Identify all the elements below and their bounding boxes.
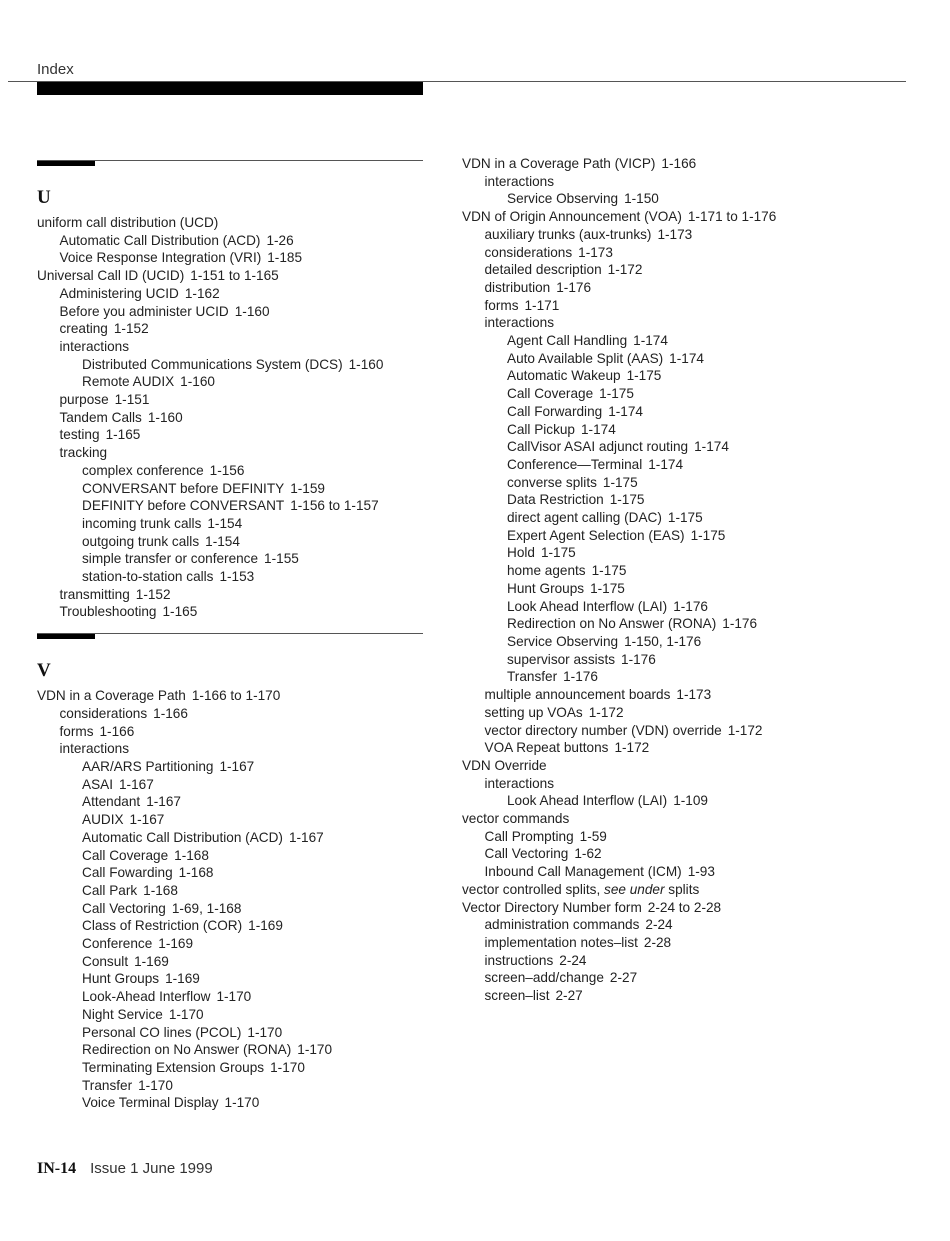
index-entry <box>462 987 932 1005</box>
page-reference: 1-165 <box>105 427 141 443</box>
index-term: Inbound Call Management (ICM) <box>484 864 682 880</box>
index-entry <box>37 793 427 811</box>
index-term: direct agent calling (DAC) <box>507 510 662 526</box>
index-term: Look Ahead Interflow (LAI) <box>507 598 668 614</box>
page-reference: 1-174 <box>608 403 643 419</box>
index-term: transmitting <box>59 586 130 602</box>
index-entry <box>37 391 427 409</box>
index-term: Redirection on No Answer (RONA) <box>507 616 717 632</box>
index-entry <box>462 527 932 545</box>
index-term: VDN in a Coverage Path (VICP) <box>462 156 656 171</box>
index-entry <box>462 668 932 686</box>
index-term: outgoing trunk calls <box>82 533 200 549</box>
page-reference: 1-165 <box>162 604 198 620</box>
index-term: VDN of Origin Announcement (VOA) <box>462 209 682 225</box>
index-entry <box>462 421 932 439</box>
page-reference: 1-174 <box>694 439 729 455</box>
index-term: Service Observing <box>507 633 619 649</box>
index-entry <box>37 970 427 988</box>
index-entry <box>462 651 932 669</box>
page-reference: 1-172 <box>727 722 763 738</box>
index-entry <box>37 988 427 1006</box>
page-reference: 1-160 <box>234 303 270 319</box>
page-number: IN-14 <box>37 1160 77 1177</box>
see-reference: see under <box>604 881 665 897</box>
see-target: splits <box>668 881 700 897</box>
index-term: interactions <box>484 173 555 189</box>
index-term: distribution <box>484 279 551 295</box>
index-term: Call Park <box>82 882 138 898</box>
index-entry <box>462 845 932 863</box>
page-reference: 1-167 <box>288 829 324 845</box>
index-term: testing <box>59 427 100 443</box>
index-entry <box>462 155 932 173</box>
index-entry <box>37 497 427 515</box>
section-rule-v <box>37 633 427 641</box>
page-reference: 1-109 <box>673 793 708 809</box>
index-term: converse splits <box>507 474 597 490</box>
index-term: Universal Call ID (UCID) <box>37 268 185 284</box>
index-entry <box>462 686 932 704</box>
index-term: Administering UCID <box>59 285 179 301</box>
page-reference: 1-173 <box>578 244 613 260</box>
index-entry <box>462 491 932 509</box>
index-term: Terminating Extension Groups <box>82 1059 265 1075</box>
index-entry <box>37 267 427 285</box>
page-reference: 1-167 <box>129 812 165 828</box>
page-reference: 1-176 <box>556 279 592 295</box>
page-reference: 2-24 <box>559 952 587 968</box>
index-term: Call Fowarding <box>82 865 173 881</box>
index-entry <box>37 356 427 374</box>
index-term: AUDIX <box>82 812 124 828</box>
index-term: screen–list <box>484 988 550 1004</box>
index-list-v <box>37 687 427 1112</box>
index-term: Call Coverage <box>82 847 169 863</box>
index-term: Call Prompting <box>484 828 574 844</box>
page-reference: 1-168 <box>174 847 209 863</box>
page-reference: 1-166 to 1-170 <box>191 688 281 704</box>
index-entry <box>37 373 427 391</box>
page-reference: 1-151 to 1-165 <box>190 268 279 284</box>
index-entry <box>462 775 932 793</box>
index-term: Conference—Terminal <box>507 456 643 472</box>
page-reference: 1-152 <box>135 586 171 602</box>
page-reference: 1-93 <box>687 864 715 880</box>
page-reference: 1-160 <box>348 356 384 372</box>
section-letter-v: V <box>37 660 51 682</box>
header-bar <box>37 82 423 95</box>
index-term: interactions <box>484 315 555 331</box>
index-entry <box>37 586 427 604</box>
index-entry <box>462 226 932 244</box>
index-term: Remote AUDIX <box>82 374 175 390</box>
index-entry <box>462 916 932 934</box>
index-entry <box>462 297 932 315</box>
index-term: VOA Repeat buttons <box>484 740 609 756</box>
index-term: uniform call distribution (UCD) <box>37 215 219 230</box>
index-entry <box>37 847 427 865</box>
page-reference: 1-172 <box>588 704 624 720</box>
index-entry <box>37 550 427 568</box>
page-reference: 1-160 <box>147 409 183 425</box>
page-reference: 1-168 <box>178 865 214 881</box>
index-entry <box>462 314 932 332</box>
index-term: implementation notes–list <box>484 934 638 950</box>
page-reference: 1-166 <box>153 705 188 721</box>
index-entry <box>462 403 932 421</box>
index-entry <box>462 598 932 616</box>
page-reference: 1-166 <box>661 156 697 171</box>
index-entry <box>37 515 427 533</box>
index-entry <box>462 438 932 456</box>
page-reference: 1-156 <box>209 462 245 478</box>
index-entry <box>462 385 932 403</box>
index-term: forms <box>59 723 94 739</box>
index-term: Transfer <box>507 669 558 685</box>
index-entry <box>37 320 427 338</box>
index-term: Voice Response Integration (VRI) <box>59 250 262 266</box>
index-entry <box>37 1006 427 1024</box>
index-term: tracking <box>59 445 108 461</box>
index-term: detailed description <box>484 262 602 278</box>
index-entry <box>37 338 427 356</box>
index-term: complex conference <box>82 462 204 478</box>
page-reference: 1-175 <box>602 474 638 490</box>
index-term: incoming trunk calls <box>82 515 202 531</box>
index-entry <box>462 208 932 226</box>
index-entry <box>462 509 932 527</box>
index-term: vector directory number (VDN) override <box>484 722 722 738</box>
page-reference: 1-169 <box>134 953 169 969</box>
index-term: CONVERSANT before DEFINITY <box>82 480 285 496</box>
index-term: Hold <box>507 545 535 561</box>
index-term: Look Ahead Interflow (LAI) <box>507 793 668 809</box>
page-reference: 1-152 <box>113 321 149 337</box>
index-term: Redirection on No Answer (RONA) <box>82 1042 292 1058</box>
index-term: Night Service <box>82 1006 163 1022</box>
index-entry <box>37 426 427 444</box>
index-term: Vector Directory Number form <box>462 899 642 915</box>
index-entry <box>462 615 932 633</box>
index-entry <box>37 758 427 776</box>
index-entry <box>37 409 427 427</box>
index-term: screen–add/change <box>484 970 604 986</box>
index-entry <box>37 935 427 953</box>
index-column-left <box>37 158 427 1112</box>
index-list-right <box>462 155 932 1005</box>
index-entry <box>462 810 932 828</box>
index-term: Troubleshooting <box>59 604 157 620</box>
page-reference: 1-159 <box>290 480 325 496</box>
page-reference: 1-154 <box>207 515 243 531</box>
index-term: Automatic Wakeup <box>507 368 621 384</box>
index-entry <box>462 580 932 598</box>
page-reference: 1-175 <box>540 545 576 561</box>
page-reference: 1-175 <box>626 368 662 384</box>
index-entry <box>462 757 932 775</box>
index-entry <box>37 1024 427 1042</box>
index-entry <box>37 1094 427 1112</box>
page-footer <box>37 1160 213 1178</box>
page-reference: 1-162 <box>184 285 220 301</box>
page-reference: 1-151 <box>114 392 150 408</box>
index-term: Call Pickup <box>507 421 575 437</box>
index-term: Automatic Call Distribution (ACD) <box>59 232 261 248</box>
index-term: Hunt Groups <box>507 580 585 596</box>
index-term: Before you administer UCID <box>59 303 229 319</box>
index-entry <box>37 953 427 971</box>
page-reference: 1-175 <box>599 386 634 402</box>
index-entry <box>37 776 427 794</box>
page-reference: 1-174 <box>669 350 704 366</box>
page-reference: 2-27 <box>555 988 583 1004</box>
index-entry <box>37 533 427 551</box>
index-term: Call Coverage <box>507 386 594 402</box>
index-term: home agents <box>507 563 586 579</box>
page-reference: 1-176 <box>621 651 656 667</box>
index-entry <box>462 881 932 899</box>
index-term: Class of Restriction (COR) <box>82 918 243 934</box>
index-term: simple transfer or conference <box>82 551 259 567</box>
index-entry <box>462 244 932 262</box>
page-reference: 1-176 <box>563 669 598 685</box>
index-term: administration commands <box>484 917 640 933</box>
index-entry <box>462 350 932 368</box>
index-term: Hunt Groups <box>82 971 160 987</box>
page-reference: 1-69, 1-168 <box>171 900 242 916</box>
index-entry <box>462 952 932 970</box>
page-reference: 2-24 to 2-28 <box>647 899 722 915</box>
index-term: AAR/ARS Partitioning <box>82 758 214 774</box>
index-term: setting up VOAs <box>484 704 583 720</box>
page-reference: 1-174 <box>648 456 684 472</box>
index-term: supervisor assists <box>507 651 616 667</box>
index-entry <box>462 190 932 208</box>
page-reference: 1-170 <box>168 1006 204 1022</box>
index-term: forms <box>484 297 519 313</box>
index-entry <box>462 792 932 810</box>
index-term: creating <box>59 321 108 337</box>
index-term: Tandem Calls <box>59 409 142 425</box>
index-entry <box>37 1059 427 1077</box>
page-reference: 1-154 <box>205 533 240 549</box>
index-entry <box>462 279 932 297</box>
index-entry <box>37 705 427 723</box>
page-reference: 1-174 <box>581 421 616 437</box>
page-reference: 1-175 <box>690 527 726 543</box>
index-entry <box>462 739 932 757</box>
index-term: Automatic Call Distribution (ACD) <box>82 829 283 845</box>
index-term: Attendant <box>82 794 141 810</box>
index-term: auxiliary trunks (aux-trunks) <box>484 226 652 242</box>
index-term: vector controlled splits, <box>462 881 601 897</box>
index-term: considerations <box>59 705 148 721</box>
index-term: Transfer <box>82 1077 133 1093</box>
page-reference: 1-170 <box>224 1095 260 1111</box>
index-entry <box>37 303 427 321</box>
index-entry <box>37 568 427 586</box>
index-term: Auto Available Split (AAS) <box>507 350 664 366</box>
page-reference: 1-175 <box>591 563 627 579</box>
index-entry <box>462 544 932 562</box>
index-entry <box>37 249 427 267</box>
index-entry <box>462 722 932 740</box>
index-entry <box>37 1041 427 1059</box>
page-reference: 1-176 <box>673 598 708 614</box>
page-reference: 1-170 <box>138 1077 173 1093</box>
section-letter-u: U <box>37 187 51 208</box>
index-entry <box>462 332 932 350</box>
page-reference: 1-59 <box>579 828 607 844</box>
page-reference: 1-169 <box>158 936 194 952</box>
page-reference: 1-167 <box>118 776 154 792</box>
index-entry <box>37 232 427 250</box>
page-reference: 1-153 <box>219 569 255 585</box>
page-reference: 1-173 <box>676 687 712 703</box>
index-term: Conference <box>82 936 153 952</box>
index-term: VDN in a Coverage Path <box>37 688 186 704</box>
page-reference: 1-174 <box>633 333 668 349</box>
page-reference: 1-150 <box>624 191 659 207</box>
page-reference: 1-175 <box>609 492 645 508</box>
index-term: interactions <box>59 741 130 757</box>
index-entry <box>462 633 932 651</box>
index-entry <box>462 863 932 881</box>
page-reference: 1-167 <box>146 794 181 810</box>
index-entry <box>37 480 427 498</box>
index-term: considerations <box>484 244 573 260</box>
index-term: Consult <box>82 953 129 969</box>
index-entry <box>37 882 427 900</box>
page-reference: 1-167 <box>219 758 255 774</box>
index-term: Expert Agent Selection (EAS) <box>507 527 685 543</box>
page-reference: 2-27 <box>609 970 638 986</box>
index-term: Voice Terminal Display <box>82 1095 219 1111</box>
issue-date: Issue 1 June 1999 <box>90 1160 213 1177</box>
page-reference: 1-166 <box>99 723 135 739</box>
page-reference: 1-172 <box>607 262 643 278</box>
index-entry <box>37 723 427 741</box>
index-entry <box>37 811 427 829</box>
index-entry <box>37 864 427 882</box>
index-entry <box>37 1077 427 1095</box>
index-term: interactions <box>59 338 130 354</box>
index-entry <box>37 829 427 847</box>
index-entry <box>37 687 427 705</box>
index-term: multiple announcement boards <box>484 687 671 703</box>
index-term: purpose <box>59 392 109 408</box>
index-term: station-to-station calls <box>82 569 214 585</box>
index-term: ASAI <box>82 776 113 792</box>
index-term: interactions <box>484 775 555 791</box>
index-list-u <box>37 214 427 621</box>
index-entry <box>37 740 427 758</box>
index-entry <box>462 562 932 580</box>
running-header-title: Index <box>37 61 74 78</box>
index-entry <box>462 899 932 917</box>
page-reference: 1-173 <box>657 226 693 242</box>
index-entry <box>37 900 427 918</box>
index-term: Service Observing <box>507 191 619 207</box>
page-reference: 1-160 <box>180 374 215 390</box>
index-entry <box>37 917 427 935</box>
index-entry <box>37 285 427 303</box>
index-term: Distributed Communications System (DCS) <box>82 356 343 372</box>
index-entry <box>462 173 932 191</box>
index-term: Agent Call Handling <box>507 333 628 349</box>
index-entry <box>462 934 932 952</box>
page-reference: 1-169 <box>165 971 200 987</box>
index-entry <box>37 462 427 480</box>
page-reference: 1-176 <box>722 616 758 632</box>
page-reference: 1-169 <box>248 918 283 934</box>
index-term: CallVisor ASAI adjunct routing <box>507 439 689 455</box>
index-entry <box>462 474 932 492</box>
index-entry <box>462 261 932 279</box>
index-column-right <box>462 155 932 1005</box>
page-reference: 1-185 <box>267 250 303 266</box>
index-entry <box>37 444 427 462</box>
page-reference: 1-156 to 1-157 <box>290 498 379 514</box>
index-entry <box>462 367 932 385</box>
page-reference: 1-172 <box>614 740 650 756</box>
index-entry <box>462 456 932 474</box>
index-entry <box>37 603 427 621</box>
index-term: vector commands <box>462 811 570 827</box>
index-entry <box>462 828 932 846</box>
index-term: instructions <box>484 952 554 968</box>
page-reference: 1-175 <box>590 580 625 596</box>
page-reference: 1-170 <box>216 989 252 1005</box>
page-reference: 2-28 <box>643 934 672 950</box>
index-term: Data Restriction <box>507 492 604 508</box>
page-reference: 1-175 <box>667 510 703 526</box>
page-reference: 2-24 <box>645 917 673 933</box>
index-term: Call Vectoring <box>484 846 569 862</box>
page-reference: 1-170 <box>270 1059 305 1075</box>
index-term: DEFINITY before CONVERSANT <box>82 498 285 514</box>
page-reference: 1-171 <box>524 297 560 313</box>
page-reference: 1-62 <box>574 846 602 862</box>
index-term: VDN Override <box>462 757 547 773</box>
page-reference: 1-155 <box>264 551 299 567</box>
page-reference: 1-170 <box>247 1024 283 1040</box>
index-entry <box>462 969 932 987</box>
section-rule-u <box>37 160 427 168</box>
index-term: Call Forwarding <box>507 403 603 419</box>
page-reference: 1-150, 1-176 <box>624 633 702 649</box>
index-term: Look-Ahead Interflow <box>82 989 211 1005</box>
index-entry <box>462 704 932 722</box>
index-term: Call Vectoring <box>82 900 166 916</box>
index-term: Personal CO lines (PCOL) <box>82 1024 242 1040</box>
page-reference: 1-171 to 1-176 <box>687 209 777 225</box>
index-entry <box>37 214 427 232</box>
page-reference: 1-168 <box>143 882 178 898</box>
page-reference: 1-26 <box>266 232 294 248</box>
page-reference: 1-170 <box>297 1042 333 1058</box>
